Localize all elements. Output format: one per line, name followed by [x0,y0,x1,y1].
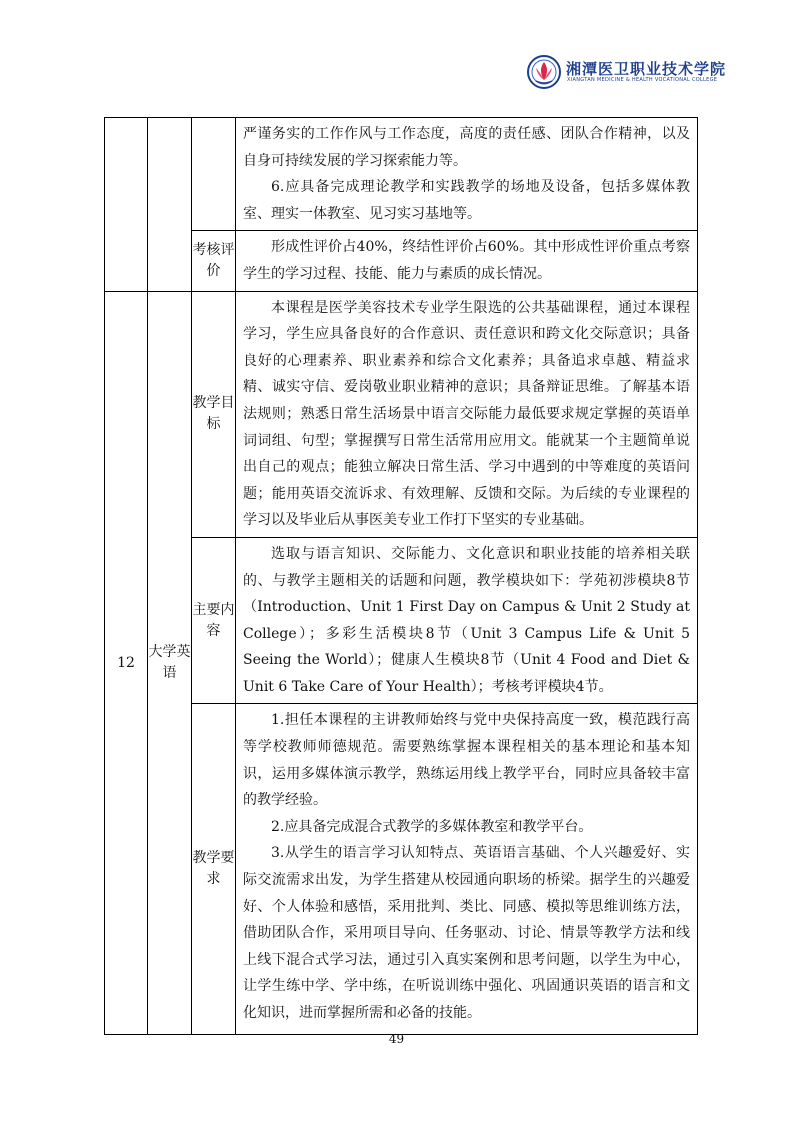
paragraph: 本课程是医学美容技术专业学生限选的公共基础课程，通过本课程学习，学生应具备良好的合作意识、责任意识和跨文化交际意识；具备良好的心理素养、职业素养和综合文化素养；具备追求卓越、精益求精、诚实守信、爱岗敬业职业精神的意识；具备辩证思维。了解基本语法规则；熟悉日常生活场景中语言交际能力最低要求规定掌握的英语单词词组、句型；掌握撰写日常生活常用应用文。能就某一个主题简单说出自己的观点；能独立解决日常生活、学习中遇到的中等难度的英语问题；能用英语交流诉求、有效理解、反馈和交际。为后续的专业课程的学习以及毕业后从事医美专业工作打下坚实的专业基础。 [243,299,690,529]
table-row [105,231,698,291]
main-content-cell [236,537,698,704]
table-row [105,704,698,1035]
assessment-cell [236,231,698,291]
section-label: 主要内容 [192,537,236,704]
paragraph: 3.从学生的语言学习认知特点、英语语言基础、个人兴趣爱好、实际交流需求出发，为学生搭建从校园通向职场的桥梁。据学生的兴趣爱好、个人体验和感悟，采用批判、类比、同感、模拟等思维训练方法，借助团队合作，采用项目导向、任务驱动、讨论、情景等教学方法和线上线下混合式学习法，通过引入真实案例和思考问题，以学生为中心，让学生练中学、学中练，在听说训练中强化、巩固通识英语的语言和文化知识，进而掌握所需和必备的技能。 [243,845,690,1021]
course-name: 大学英语 [148,291,192,1035]
content-cell [236,118,698,231]
course-name-cell [148,118,192,292]
table-row [105,291,698,537]
continued-label-cell [192,118,236,231]
goals-cell [236,291,698,537]
row-number: 12 [105,291,148,1035]
paragraph: 6.应具备完成理论教学和实践教学的场地及设备，包括多媒体教室、理实一体教室、见习实习基地等。 [243,179,690,222]
paragraph: 选取与语言知识、交际能力、文化意识和职业技能的培养相关联的、与教学主题相关的话题和问题，教学模块如下：学苑初涉模块8节（Introduction、Unit 1 First Day on Campus & Unit 2 Study at College）；多彩生活模块8节（Unit 3 Campus Life & Unit 5 Seeing the World）；健康人生模块8节（Unit 4 Food and Diet & Unit 6 Take Care of Your Health）；考核考评模块4节。 [243,545,690,695]
paragraph: 2.应具备完成混合式教学的多媒体教室和教学平台。 [271,818,593,835]
requirements-cell [236,704,698,1035]
paragraph: 形成性评价占40%，终结性评价占60%。其中形成性评价重点考察学生的学习过程、技能、能力与素质的成长情况。 [243,239,690,282]
section-label: 考核评价 [192,231,236,291]
section-label: 教学目标 [192,291,236,537]
paragraph: 1.担任本课程的主讲教师始终与党中央保持高度一致，模范践行高等学校教师师德规范。需要熟练掌握本课程相关的基本理论和基本知识，运用多媒体演示教学，熟练运用线上教学平台，同时应具备较丰富的教学经验。 [243,712,690,809]
table-row [105,537,698,704]
college-emblem-icon [524,54,564,90]
paragraph: 严谨务实的工作作风与工作态度，高度的责任感、团队合作精神，以及自身可持续发展的学习探索能力等。 [243,126,690,169]
college-name: 湘潭医卫职业技术学院 [566,60,727,78]
table-row [105,118,698,231]
section-label: 教学要求 [192,704,236,1035]
college-english-name: XIANGTAN MEDICINE & HEALTH VOCATIONAL COLLEGE [567,77,718,83]
course-table [104,117,698,1035]
page-number: 49 [388,1032,405,1046]
row-number-cell [105,118,148,292]
